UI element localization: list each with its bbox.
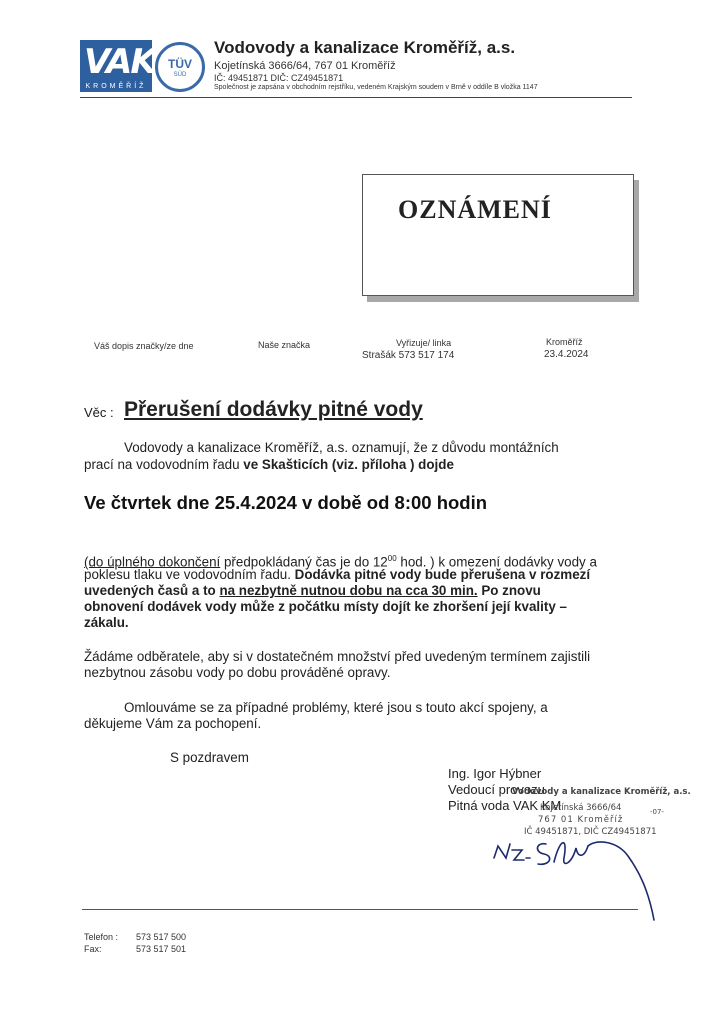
fax-value: 573 517 501 — [136, 944, 187, 954]
signatory-name: Ing. Igor Hýbner — [448, 766, 542, 781]
your-letter-label: Váš dopis značky/ze dne — [94, 341, 194, 351]
p1-line-1-text: předpokládaný čas je do 12 — [220, 554, 388, 570]
intro-line-1: Vodovody a kanalizace Kroměříž, a.s. oznamují, že z důvodu montážních — [124, 440, 559, 455]
place: Kroměříž — [546, 337, 583, 347]
vak-logo-text: VAK — [84, 42, 155, 82]
subject: Přerušení dodávky pitné vody — [124, 398, 423, 421]
p2-line-1: Žádáme odběratele, aby si v dostatečném množství před uvedeným termínem zajistili — [84, 649, 591, 664]
handled-by-value: Strašák 573 517 174 — [362, 350, 455, 361]
p1-line-3-end: Po znovu — [477, 583, 541, 598]
p1-line-3-text: uvedených časů a to — [84, 583, 220, 598]
phone-label: Telefon : — [84, 932, 119, 942]
p1-completion-note: (do úplného dokončení — [84, 554, 221, 570]
p1-line-2-bold: Dodávka pitné vody bude přerušena v rozmezí — [294, 567, 591, 582]
signatory-role: Vedoucí provozu — [448, 782, 545, 797]
intro-line-2-text: prací na vodovodním řadu — [84, 457, 244, 472]
our-ref-label: Naše značka — [258, 340, 311, 350]
phone-value: 573 517 500 — [136, 932, 187, 942]
p1-time-sup: 00 — [387, 554, 397, 563]
p1-line-5: zákalu. — [84, 615, 129, 630]
header-divider — [80, 97, 632, 98]
vak-logo-subtext: KROMĚŘÍŽ — [85, 83, 147, 90]
p1-line-3 — [84, 583, 541, 599]
fax-label: Fax: — [84, 944, 102, 954]
p1-line-2-text: poklesu tlaku ve vodovodním řadu. — [84, 567, 295, 582]
handled-by-label: Vyřizuje/ linka — [396, 338, 452, 348]
stamp-company: Vodovody a kanalizace Kroměříž, a.s. — [512, 787, 691, 797]
tuv-logo — [155, 42, 205, 92]
stamp-mark: -07- — [650, 808, 664, 816]
outage-date-line: Ve čtvrtek dne 25.4.2024 v době od 8:00 hodin — [84, 492, 488, 513]
tuv-logo-text: TÜV — [168, 57, 192, 71]
p1-duration: na nezbytně nutnou dobu na cca 30 min. — [219, 583, 478, 598]
notice-box — [362, 174, 634, 296]
footer-divider — [82, 909, 638, 910]
company-ids: IČ: 49451871 DIČ: CZ49451871 — [214, 73, 344, 83]
p3-line-2: děkujeme Vám za pochopení. — [84, 716, 262, 731]
stamp-city: 767 01 Kroměříž — [538, 815, 624, 825]
signatory-dept: Pitná voda VAK KM — [448, 798, 562, 813]
p2-line-2: nezbytnou zásobu vody po dobu prováděné opravy. — [84, 665, 391, 680]
intro-line-2 — [84, 457, 454, 473]
date: 23.4.2024 — [544, 349, 589, 360]
p1-line-2 — [84, 567, 590, 583]
p1-line-4: obnovení dodávek vody může z počátku místy dojít ke zhoršení její kvality – — [84, 599, 567, 614]
p3-line-1: Omlouváme se za případné problémy, které jsou s touto akcí spojeny, a — [124, 700, 548, 715]
p1-line-1-end: hod. ) k omezení dodávky vody a — [396, 554, 597, 570]
closing: S pozdravem — [170, 750, 249, 765]
stamp-address: Kojetínská 3666/64 — [540, 803, 622, 813]
company-registration: Společnost je zapsána v obchodním rejstříku, vedeném Krajským soudem v Brně v oddíle B vložka 1147 — [214, 84, 538, 91]
tuv-logo-subtext: SÜD — [173, 72, 187, 78]
notice-title: OZNÁMENÍ — [398, 195, 552, 224]
intro-location: ve Skašticích (viz. příloha ) dojde — [243, 457, 454, 472]
company-address: Kojetínská 3666/64, 767 01 Kroměříž — [214, 60, 396, 72]
subject-label: Věc : — [84, 405, 114, 420]
company-name: Vodovody a kanalizace Kroměříž, a.s. — [214, 38, 516, 57]
stamp-ids: IČ 49451871, DIČ CZ49451871 — [524, 827, 657, 837]
vak-logo — [80, 40, 155, 92]
